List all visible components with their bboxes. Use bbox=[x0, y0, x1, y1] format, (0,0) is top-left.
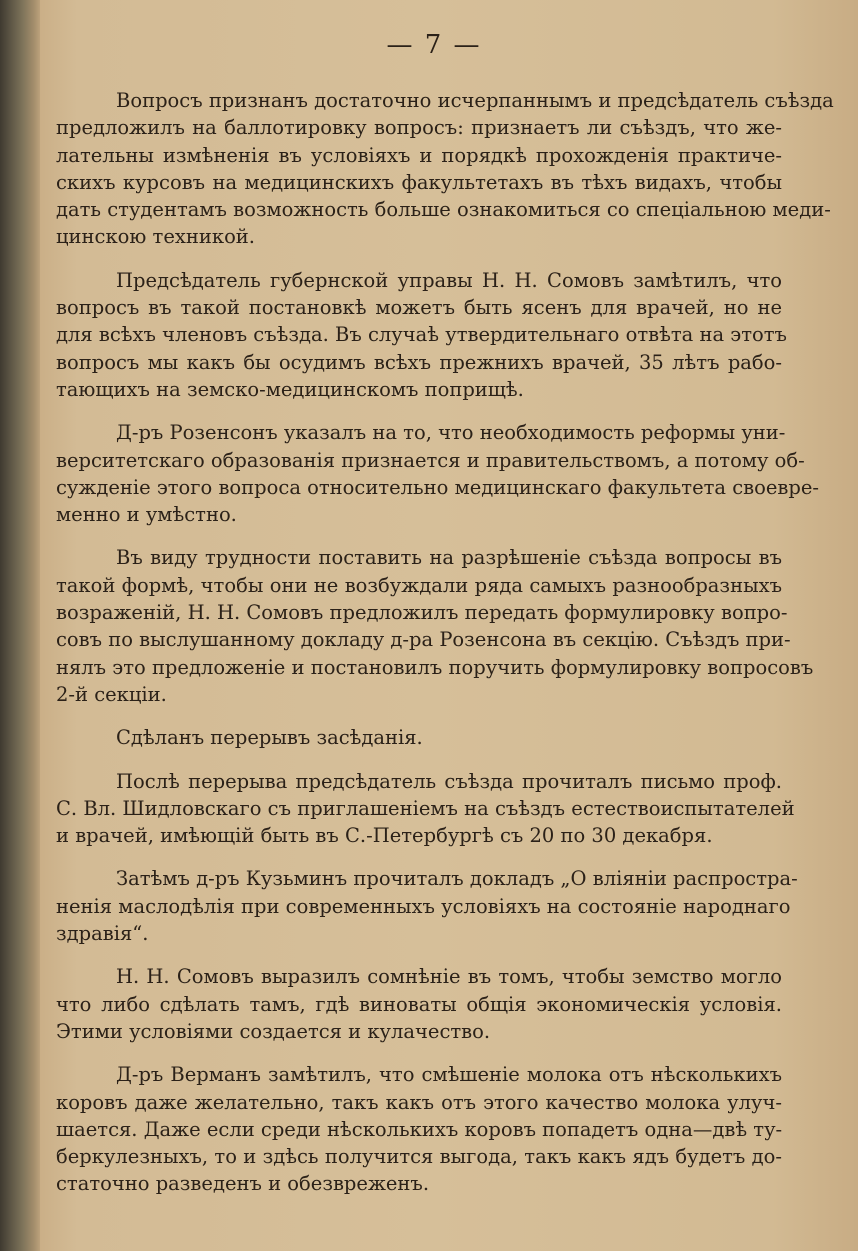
text-line: скихъ курсовъ на медицинскихъ факультетахъ въ тѣхъ видахъ, чтобы bbox=[56, 170, 782, 194]
text-line: нялъ это предложеніе и постановилъ поручить формулировку вопросовъ bbox=[56, 655, 814, 679]
text-line: верситетскаго образованія признается и правительствомъ, а потому об- bbox=[56, 448, 805, 472]
text-line: Этими условіями создается и кулачество. bbox=[56, 1019, 491, 1043]
paragraph-5 bbox=[56, 724, 782, 751]
text-line: коровъ даже желательно, такъ какъ отъ этого качество молока улуч- bbox=[56, 1090, 782, 1114]
text-line: и врачей, имѣющій быть въ С.-Петербургѣ съ 20 по 30 декабря. bbox=[56, 824, 713, 848]
text-line: Въ виду трудности поставить на разрѣшеніе съѣзда вопросы въ bbox=[116, 546, 782, 570]
text-line: 2-й секціи. bbox=[56, 682, 167, 706]
paragraph-8 bbox=[56, 963, 782, 1045]
book-spine bbox=[0, 0, 40, 1251]
text-line: здравія“. bbox=[56, 922, 149, 946]
text-line: возраженій, Н. Н. Сомовъ предложилъ передать формулировку вопро- bbox=[56, 601, 788, 625]
text-line: лательны измѣненія въ условіяхъ и порядкѣ прохожденія практиче- bbox=[56, 143, 782, 167]
text-line: С. Вл. Шидловскаго съ приглашеніемъ на съѣздъ естествоиспытателей bbox=[56, 796, 795, 820]
text-line: сужденіе этого вопроса относительно медицинскаго факультета своевре- bbox=[56, 475, 819, 499]
paragraph-6 bbox=[56, 768, 795, 850]
text-line: Н. Н. Сомовъ выразилъ сомнѣніе въ томъ, чтобы земство могло bbox=[116, 965, 782, 989]
text-line: Д-ръ Верманъ замѣтилъ, что смѣшеніе молока отъ нѣсколькихъ bbox=[116, 1063, 782, 1087]
paragraph-2 bbox=[56, 267, 787, 403]
paragraph-1 bbox=[56, 87, 834, 251]
text-line: Послѣ перерыва предсѣдатель съѣзда прочиталъ письмо проф. bbox=[116, 769, 782, 793]
text-line: вопросъ мы какъ бы осудимъ всѣхъ прежнихъ врачей, 35 лѣтъ рабо- bbox=[56, 350, 782, 374]
text-line: Затѣмъ д-ръ Кузьминъ прочиталъ докладъ „О вліяніи распростра- bbox=[116, 867, 798, 891]
text-line: менно и умѣстно. bbox=[56, 503, 237, 527]
page-number: — 7 — bbox=[386, 30, 482, 60]
text-line: для всѣхъ членовъ съѣзда. Въ случаѣ утвердительнаго отвѣта на этотъ bbox=[56, 323, 787, 347]
text-line: Вопросъ признанъ достаточно исчерпаннымъ и предсѣдатель съѣзда bbox=[116, 89, 834, 112]
text-line: Предсѣдатель губернской управы Н. Н. Сомовъ замѣтилъ, что bbox=[116, 268, 782, 292]
text-line: шается. Даже если среди нѣсколькихъ коровъ попадетъ одна—двѣ ту- bbox=[56, 1117, 783, 1141]
text-line: Д-ръ Розенсонъ указалъ на то, что необходимость реформы уни- bbox=[116, 421, 786, 445]
paragraph-7 bbox=[56, 865, 798, 947]
text-line: предложилъ на баллотировку вопросъ: признаетъ ли съѣздъ, что же- bbox=[56, 116, 782, 140]
text-line: что либо сдѣлать тамъ, гдѣ виноваты общія экономическія условія. bbox=[56, 992, 782, 1016]
text-line: Сдѣланъ перерывъ засѣданія. bbox=[116, 726, 423, 750]
text-line: вопросъ въ такой постановкѣ можетъ быть ясенъ для врачей, но не bbox=[56, 296, 782, 320]
paragraph-4 bbox=[56, 544, 814, 708]
paragraph-9 bbox=[56, 1061, 782, 1197]
text-line: дать студентамъ возможность больше ознакомиться со спеціальною меди- bbox=[56, 198, 831, 222]
text-line: цинскою техникой. bbox=[56, 225, 255, 249]
text-line: беркулезныхъ, то и здѣсь получится выгода, такъ какъ ядъ будетъ до- bbox=[56, 1145, 782, 1169]
paragraph-3 bbox=[56, 419, 819, 528]
text-line: статочно разведенъ и обезвреженъ. bbox=[56, 1172, 430, 1196]
text-line: совъ по выслушанному докладу д-ра Розенсона въ секцію. Съѣздъ при- bbox=[56, 628, 791, 652]
text-line: такой формѣ, чтобы они не возбуждали ряда самыхъ разнообразныхъ bbox=[56, 573, 782, 597]
text-line: тающихъ на земско-медицинскомъ поприщѣ. bbox=[56, 377, 524, 401]
text-line: ненія маслодѣлія при современныхъ условіяхъ на состояніе народнаго bbox=[56, 894, 791, 918]
body-text bbox=[56, 87, 834, 1214]
